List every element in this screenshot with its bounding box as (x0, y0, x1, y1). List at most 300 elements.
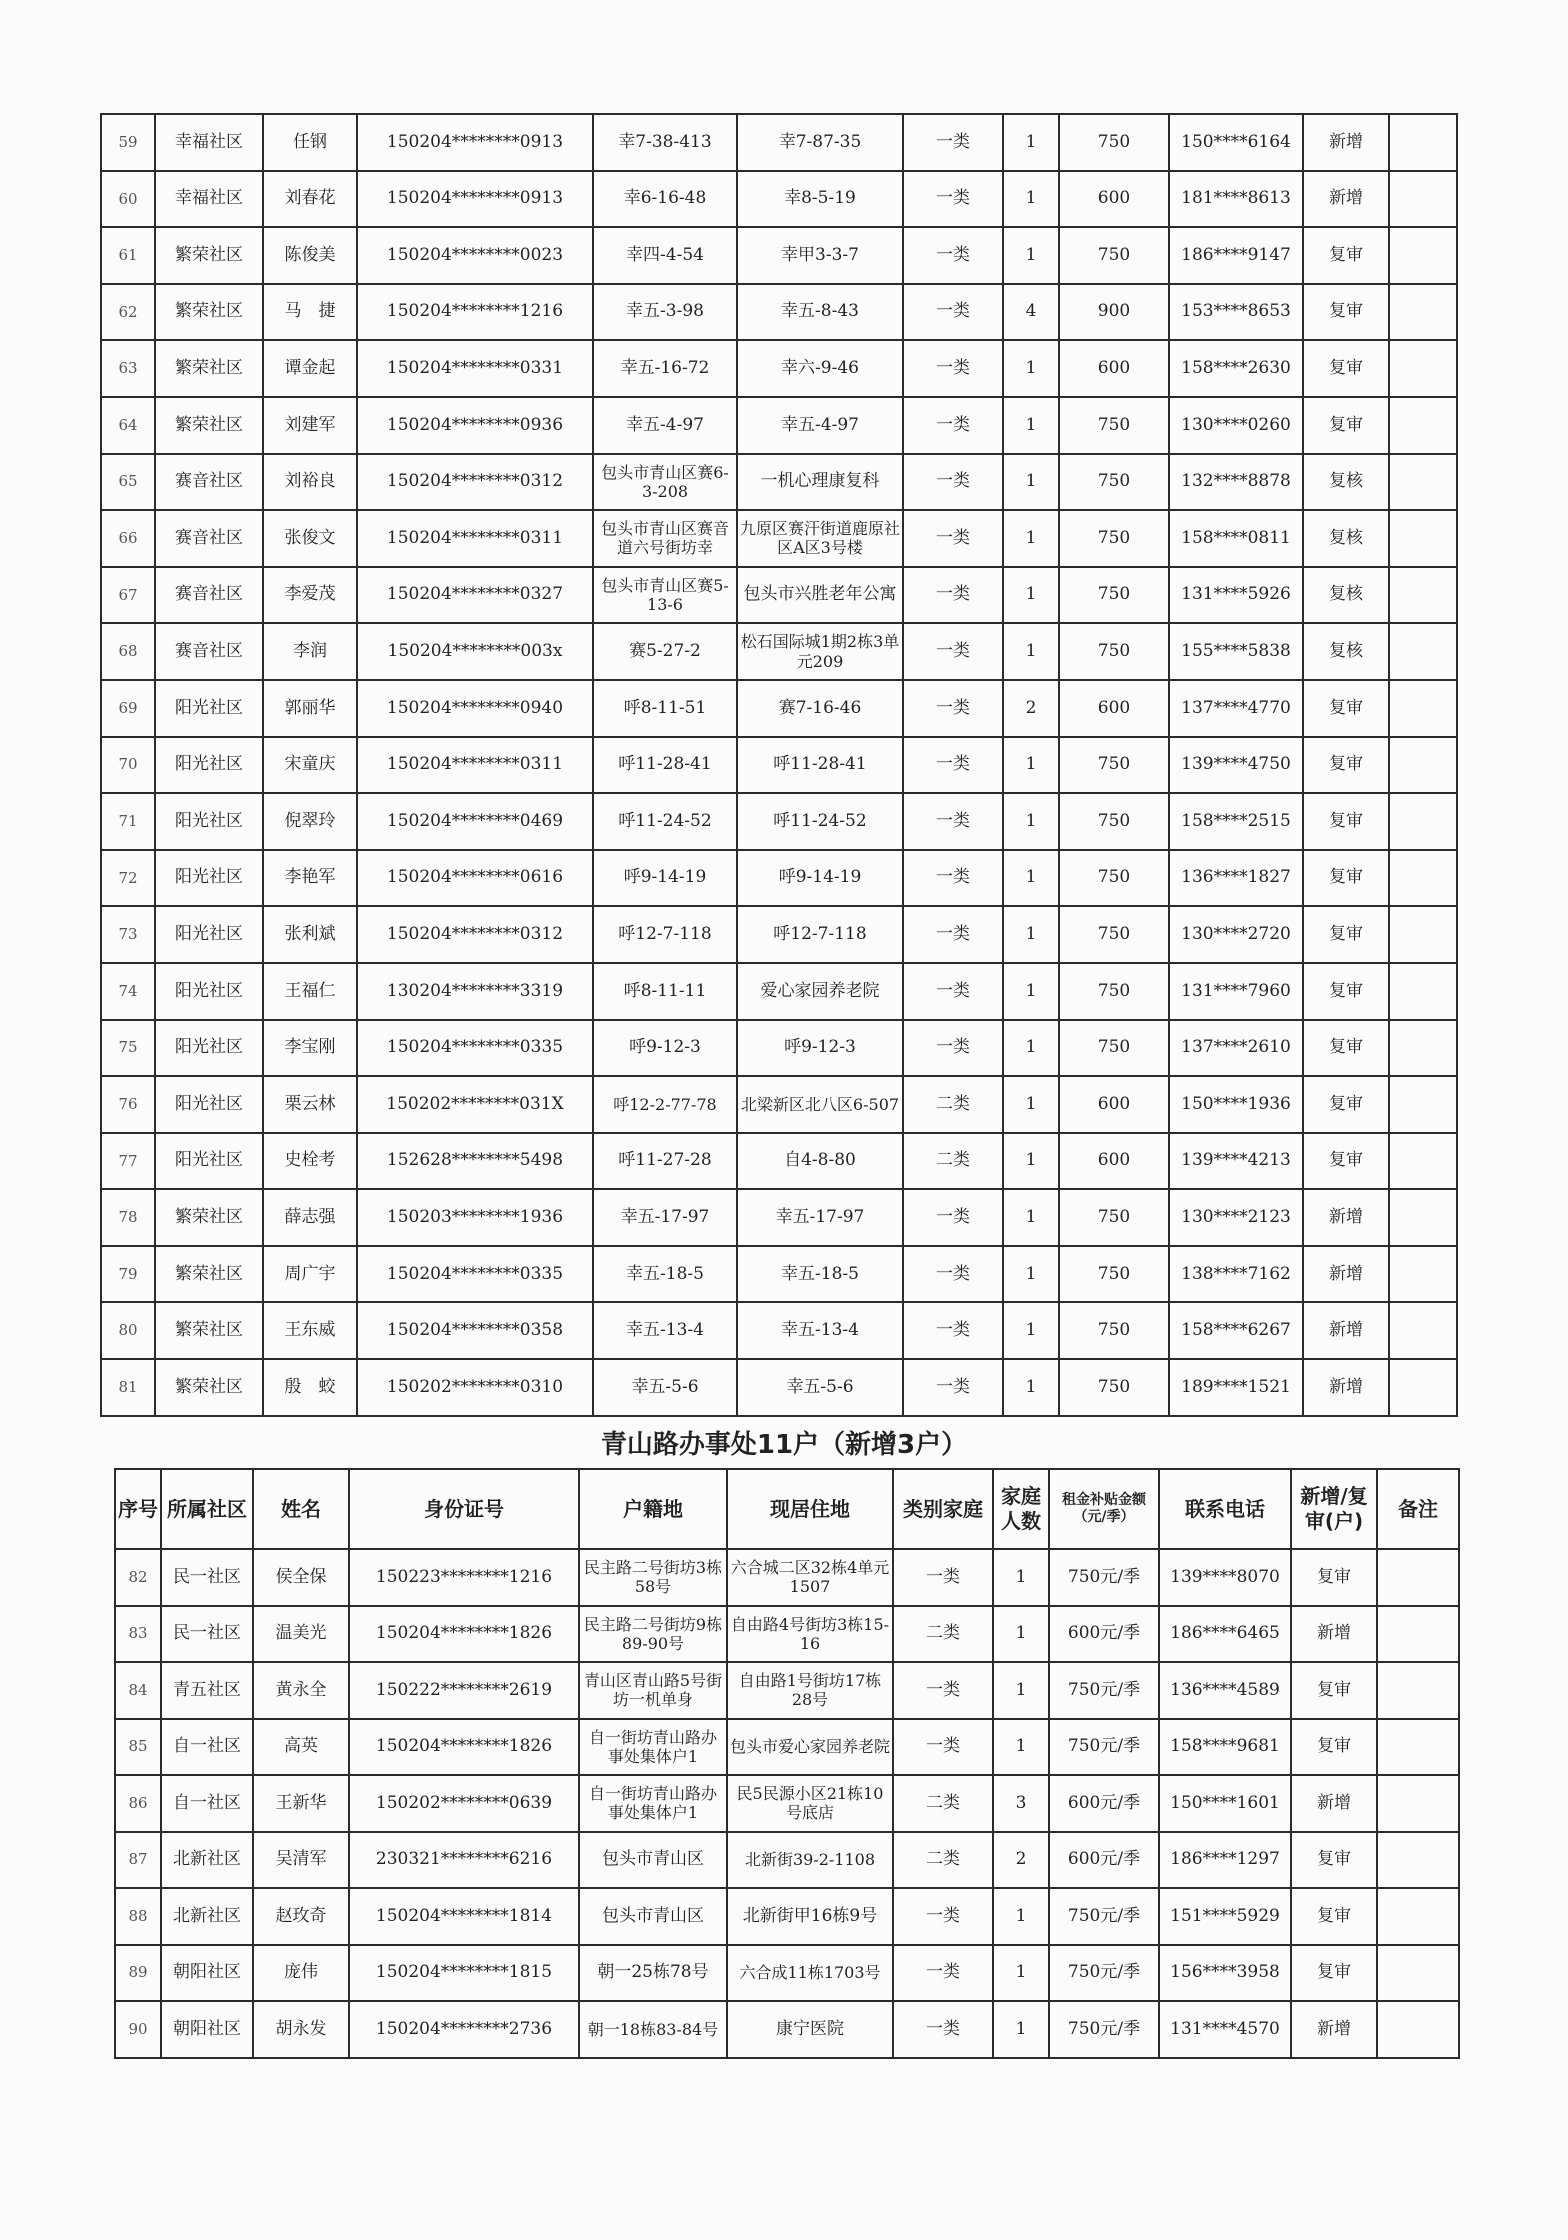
cell-community: 青五社区 (161, 1662, 253, 1719)
cell-name: 谭金起 (263, 340, 357, 397)
cell-status: 复审 (1303, 397, 1389, 454)
cell-family-category: 一类 (893, 1888, 993, 1945)
cell-current-address: 呼9-14-19 (737, 850, 903, 907)
cell-family-size: 1 (1003, 963, 1059, 1020)
cell-family-size: 1 (1003, 1246, 1059, 1303)
cell-remarks (1389, 1302, 1457, 1359)
cell-remarks (1389, 227, 1457, 284)
cell-registered-address: 自一街坊青山路办事处集体户1 (579, 1719, 727, 1776)
cell-id-number: 230321********6216 (349, 1832, 579, 1889)
cell-name: 赵玫奇 (253, 1888, 349, 1945)
cell-phone: 136****1827 (1169, 850, 1303, 907)
cell-registered-address: 朝一25栋78号 (579, 1945, 727, 2002)
cell-name: 胡永发 (253, 2001, 349, 2058)
cell-family-category: 一类 (903, 680, 1003, 737)
table-row (115, 2001, 1459, 2058)
cell-name: 侯全保 (253, 1549, 349, 1606)
cell-remarks (1389, 1246, 1457, 1303)
cell-community: 赛音社区 (155, 567, 263, 624)
cell-id-number: 150204********0913 (357, 171, 593, 228)
cell-family-category: 一类 (903, 171, 1003, 228)
cell-seq: 60 (101, 171, 155, 228)
cell-community: 阳光社区 (155, 1133, 263, 1190)
cell-remarks (1389, 963, 1457, 1020)
cell-family-size: 1 (1003, 1359, 1059, 1416)
table-row (115, 1719, 1459, 1776)
cell-remarks (1377, 1719, 1459, 1776)
cell-status: 复审 (1291, 1945, 1377, 2002)
cell-id-number: 150204********0469 (357, 793, 593, 850)
table-row (115, 1945, 1459, 2002)
cell-name: 李爱茂 (263, 567, 357, 624)
cell-family-category: 一类 (903, 284, 1003, 341)
cell-registered-address: 幸五-3-98 (593, 284, 737, 341)
cell-name: 庞伟 (253, 1945, 349, 2002)
cell-community: 阳光社区 (155, 1076, 263, 1133)
cell-name: 李宝刚 (263, 1020, 357, 1077)
cell-id-number: 150204********0331 (357, 340, 593, 397)
table-header-row (115, 1469, 1459, 1549)
cell-phone: 130****2123 (1169, 1189, 1303, 1246)
cell-remarks (1389, 737, 1457, 794)
cell-phone: 137****2610 (1169, 1020, 1303, 1077)
cell-registered-address: 自一街坊青山路办事处集体户1 (579, 1775, 727, 1832)
cell-family-size: 1 (1003, 850, 1059, 907)
cell-registered-address: 民主路二号街坊3栋58号 (579, 1549, 727, 1606)
cell-registered-address: 青山区青山路5号街坊一机单身 (579, 1662, 727, 1719)
cell-seq: 87 (115, 1832, 161, 1889)
cell-id-number: 152628********5498 (357, 1133, 593, 1190)
cell-phone: 131****4570 (1159, 2001, 1291, 2058)
cell-current-address: 赛7-16-46 (737, 680, 903, 737)
cell-family-size: 1 (1003, 906, 1059, 963)
cell-community: 阳光社区 (155, 963, 263, 1020)
cell-status: 新增 (1303, 1246, 1389, 1303)
cell-family-category: 一类 (893, 2001, 993, 2058)
cell-subsidy-amount: 600元/季 (1049, 1832, 1159, 1889)
cell-id-number: 150223********1216 (349, 1549, 579, 1606)
cell-family-category: 一类 (903, 114, 1003, 171)
cell-family-size: 1 (993, 1662, 1049, 1719)
cell-remarks (1389, 397, 1457, 454)
header-registered-address: 户籍地 (579, 1469, 727, 1549)
cell-seq: 83 (115, 1606, 161, 1663)
cell-remarks (1377, 1775, 1459, 1832)
cell-current-address: 幸五-18-5 (737, 1246, 903, 1303)
cell-seq: 74 (101, 963, 155, 1020)
cell-family-category: 一类 (893, 1549, 993, 1606)
cell-phone: 158****6267 (1169, 1302, 1303, 1359)
cell-current-address: 北新街甲16栋9号 (727, 1888, 893, 1945)
cell-remarks (1377, 1945, 1459, 2002)
cell-subsidy-amount: 600 (1059, 1133, 1169, 1190)
cell-name: 任钢 (263, 114, 357, 171)
cell-family-size: 1 (1003, 1133, 1059, 1190)
cell-remarks (1389, 171, 1457, 228)
cell-id-number: 150204********0936 (357, 397, 593, 454)
cell-family-size: 1 (993, 1719, 1049, 1776)
cell-subsidy-amount: 750 (1059, 1246, 1169, 1303)
cell-status: 新增 (1291, 1606, 1377, 1663)
cell-name: 刘裕良 (263, 454, 357, 511)
cell-family-category: 一类 (903, 340, 1003, 397)
cell-family-category: 一类 (903, 1359, 1003, 1416)
cell-phone: 137****4770 (1169, 680, 1303, 737)
subsidy-table-qingshanlu (114, 1468, 1460, 2059)
cell-registered-address: 幸五-16-72 (593, 340, 737, 397)
cell-phone: 139****4750 (1169, 737, 1303, 794)
table-row (101, 850, 1457, 907)
cell-community: 朝阳社区 (161, 1945, 253, 2002)
cell-family-size: 1 (993, 2001, 1049, 2058)
cell-status: 复审 (1291, 1888, 1377, 1945)
cell-remarks (1389, 850, 1457, 907)
cell-seq: 82 (115, 1549, 161, 1606)
cell-phone: 158****2515 (1169, 793, 1303, 850)
cell-id-number: 150222********2619 (349, 1662, 579, 1719)
cell-current-address: 自由路4号街坊3栋15-16 (727, 1606, 893, 1663)
header-phone: 联系电话 (1159, 1469, 1291, 1549)
table-row (115, 1888, 1459, 1945)
cell-phone: 186****9147 (1169, 227, 1303, 284)
cell-community: 民一社区 (161, 1606, 253, 1663)
cell-subsidy-amount: 750 (1059, 114, 1169, 171)
cell-phone: 131****7960 (1169, 963, 1303, 1020)
cell-remarks (1389, 284, 1457, 341)
cell-current-address: 呼12-7-118 (737, 906, 903, 963)
cell-subsidy-amount: 750 (1059, 454, 1169, 511)
cell-remarks (1389, 567, 1457, 624)
cell-current-address: 幸五-4-97 (737, 397, 903, 454)
cell-name: 刘春花 (263, 171, 357, 228)
cell-family-size: 1 (1003, 114, 1059, 171)
cell-community: 阳光社区 (155, 793, 263, 850)
cell-family-category: 一类 (903, 1246, 1003, 1303)
cell-status: 新增 (1303, 1302, 1389, 1359)
cell-subsidy-amount: 750 (1059, 1189, 1169, 1246)
table-row (101, 567, 1457, 624)
cell-registered-address: 幸6-16-48 (593, 171, 737, 228)
cell-name: 史栓考 (263, 1133, 357, 1190)
table-row (101, 284, 1457, 341)
cell-current-address: 幸六-9-46 (737, 340, 903, 397)
cell-family-category: 一类 (903, 454, 1003, 511)
cell-seq: 85 (115, 1719, 161, 1776)
cell-remarks (1389, 1076, 1457, 1133)
cell-family-size: 1 (1003, 1020, 1059, 1077)
cell-family-category: 一类 (903, 906, 1003, 963)
cell-registered-address: 呼12-7-118 (593, 906, 737, 963)
cell-name: 高英 (253, 1719, 349, 1776)
cell-seq: 78 (101, 1189, 155, 1246)
cell-status: 复审 (1303, 793, 1389, 850)
cell-community: 自一社区 (161, 1775, 253, 1832)
cell-subsidy-amount: 600 (1059, 171, 1169, 228)
table-row (115, 1662, 1459, 1719)
cell-name: 李艳军 (263, 850, 357, 907)
cell-registered-address: 呼8-11-51 (593, 680, 737, 737)
cell-id-number: 150204********003x (357, 623, 593, 680)
cell-current-address: 北梁新区北八区6-507 (737, 1076, 903, 1133)
cell-registered-address: 幸五-17-97 (593, 1189, 737, 1246)
cell-family-size: 1 (1003, 397, 1059, 454)
cell-id-number: 150204********0312 (357, 906, 593, 963)
cell-phone: 186****6465 (1159, 1606, 1291, 1663)
cell-community: 阳光社区 (155, 1020, 263, 1077)
cell-subsidy-amount: 750 (1059, 850, 1169, 907)
cell-family-size: 1 (993, 1945, 1049, 2002)
cell-phone: 130****2720 (1169, 906, 1303, 963)
cell-phone: 150****1601 (1159, 1775, 1291, 1832)
cell-remarks (1389, 510, 1457, 567)
table-row (101, 340, 1457, 397)
table-row (115, 1832, 1459, 1889)
cell-current-address: 六合成11栋1703号 (727, 1945, 893, 2002)
cell-registered-address: 包头市青山区赛6-3-208 (593, 454, 737, 511)
cell-subsidy-amount: 750元/季 (1049, 1719, 1159, 1776)
cell-subsidy-amount: 750元/季 (1049, 1549, 1159, 1606)
table-row (115, 1775, 1459, 1832)
cell-remarks (1389, 1133, 1457, 1190)
cell-family-category: 一类 (903, 227, 1003, 284)
cell-community: 繁荣社区 (155, 397, 263, 454)
cell-id-number: 130204********3319 (357, 963, 593, 1020)
cell-subsidy-amount: 750元/季 (1049, 1662, 1159, 1719)
cell-phone: 139****8070 (1159, 1549, 1291, 1606)
header-name: 姓名 (253, 1469, 349, 1549)
cell-family-size: 1 (1003, 171, 1059, 228)
cell-subsidy-amount: 750 (1059, 397, 1169, 454)
cell-seq: 79 (101, 1246, 155, 1303)
cell-registered-address: 呼11-28-41 (593, 737, 737, 794)
cell-family-size: 1 (1003, 510, 1059, 567)
section-title-qingshanlu: 青山路办事处11户（新增3户） (600, 1430, 968, 1460)
cell-subsidy-amount: 600元/季 (1049, 1606, 1159, 1663)
table-row (101, 1359, 1457, 1416)
cell-id-number: 150204********1826 (349, 1606, 579, 1663)
cell-status: 复审 (1303, 906, 1389, 963)
table-row (101, 114, 1457, 171)
cell-phone: 150****6164 (1169, 114, 1303, 171)
cell-status: 复审 (1303, 340, 1389, 397)
cell-seq: 73 (101, 906, 155, 963)
cell-phone: 189****1521 (1169, 1359, 1303, 1416)
cell-seq: 70 (101, 737, 155, 794)
cell-name: 王新华 (253, 1775, 349, 1832)
cell-remarks (1377, 1832, 1459, 1889)
header-id-number: 身份证号 (349, 1469, 579, 1549)
cell-community: 幸福社区 (155, 171, 263, 228)
cell-status: 复审 (1303, 284, 1389, 341)
cell-name: 陈俊美 (263, 227, 357, 284)
cell-community: 北新社区 (161, 1832, 253, 1889)
cell-subsidy-amount: 750 (1059, 793, 1169, 850)
cell-status: 复审 (1303, 227, 1389, 284)
cell-seq: 75 (101, 1020, 155, 1077)
cell-name: 吴清军 (253, 1832, 349, 1889)
cell-family-category: 一类 (893, 1945, 993, 2002)
cell-seq: 89 (115, 1945, 161, 2002)
cell-phone: 131****5926 (1169, 567, 1303, 624)
table-row (101, 963, 1457, 1020)
cell-family-category: 一类 (903, 963, 1003, 1020)
cell-id-number: 150204********1815 (349, 1945, 579, 2002)
cell-name: 宋童庆 (263, 737, 357, 794)
cell-family-category: 一类 (893, 1719, 993, 1776)
cell-name: 薛志强 (263, 1189, 357, 1246)
cell-name: 张俊文 (263, 510, 357, 567)
cell-name: 栗云林 (263, 1076, 357, 1133)
cell-seq: 86 (115, 1775, 161, 1832)
cell-family-category: 一类 (903, 850, 1003, 907)
cell-seq: 65 (101, 454, 155, 511)
table-row (101, 227, 1457, 284)
cell-current-address: 幸五-5-6 (737, 1359, 903, 1416)
cell-subsidy-amount: 600 (1059, 1076, 1169, 1133)
cell-seq: 77 (101, 1133, 155, 1190)
cell-seq: 68 (101, 623, 155, 680)
header-new-or-review: 新增/复审(户) (1291, 1469, 1377, 1549)
cell-family-size: 1 (1003, 623, 1059, 680)
cell-family-category: 一类 (903, 1302, 1003, 1359)
table-row (101, 906, 1457, 963)
cell-status: 新增 (1291, 1775, 1377, 1832)
cell-registered-address: 呼11-24-52 (593, 793, 737, 850)
cell-status: 复审 (1303, 680, 1389, 737)
cell-current-address: 包头市兴胜老年公寓 (737, 567, 903, 624)
cell-current-address: 自4-8-80 (737, 1133, 903, 1190)
cell-current-address: 一机心理康复科 (737, 454, 903, 511)
cell-id-number: 150204********0616 (357, 850, 593, 907)
cell-current-address: 幸8-5-19 (737, 171, 903, 228)
cell-community: 繁荣社区 (155, 227, 263, 284)
cell-id-number: 150204********0311 (357, 510, 593, 567)
cell-seq: 69 (101, 680, 155, 737)
cell-seq: 81 (101, 1359, 155, 1416)
cell-status: 复审 (1303, 1020, 1389, 1077)
cell-current-address: 幸五-8-43 (737, 284, 903, 341)
cell-id-number: 150204********1826 (349, 1719, 579, 1776)
cell-registered-address: 包头市青山区 (579, 1888, 727, 1945)
table-row (101, 1302, 1457, 1359)
cell-seq: 66 (101, 510, 155, 567)
header-seq: 序号 (115, 1469, 161, 1549)
cell-family-size: 1 (1003, 454, 1059, 511)
cell-phone: 158****2630 (1169, 340, 1303, 397)
cell-seq: 90 (115, 2001, 161, 2058)
cell-phone: 158****0811 (1169, 510, 1303, 567)
cell-family-size: 1 (1003, 567, 1059, 624)
cell-family-category: 二类 (893, 1775, 993, 1832)
cell-family-category: 二类 (893, 1606, 993, 1663)
cell-remarks (1389, 906, 1457, 963)
cell-name: 温美光 (253, 1606, 349, 1663)
cell-remarks (1389, 454, 1457, 511)
cell-community: 朝阳社区 (161, 2001, 253, 2058)
cell-phone: 155****5838 (1169, 623, 1303, 680)
cell-subsidy-amount: 750 (1059, 567, 1169, 624)
cell-registered-address: 朝一18栋83-84号 (579, 2001, 727, 2058)
cell-community: 赛音社区 (155, 510, 263, 567)
table-row (101, 454, 1457, 511)
cell-registered-address: 呼8-11-11 (593, 963, 737, 1020)
cell-seq: 62 (101, 284, 155, 341)
cell-id-number: 150202********0639 (349, 1775, 579, 1832)
cell-family-category: 一类 (903, 737, 1003, 794)
cell-current-address: 爱心家园养老院 (737, 963, 903, 1020)
cell-id-number: 150204********0335 (357, 1246, 593, 1303)
cell-phone: 130****0260 (1169, 397, 1303, 454)
header-family-category: 类别家庭 (893, 1469, 993, 1549)
cell-current-address: 幸五-13-4 (737, 1302, 903, 1359)
cell-family-category: 一类 (903, 623, 1003, 680)
cell-remarks (1389, 623, 1457, 680)
cell-name: 黄永全 (253, 1662, 349, 1719)
cell-subsidy-amount: 750 (1059, 510, 1169, 567)
cell-status: 复审 (1291, 1832, 1377, 1889)
cell-family-category: 一类 (893, 1662, 993, 1719)
cell-status: 复审 (1303, 737, 1389, 794)
cell-name: 郭丽华 (263, 680, 357, 737)
cell-id-number: 150202********031X (357, 1076, 593, 1133)
cell-current-address: 幸五-17-97 (737, 1189, 903, 1246)
cell-status: 复审 (1303, 963, 1389, 1020)
cell-subsidy-amount: 600元/季 (1049, 1775, 1159, 1832)
cell-id-number: 150204********0312 (357, 454, 593, 511)
cell-remarks (1389, 1359, 1457, 1416)
cell-status: 复核 (1303, 623, 1389, 680)
cell-name: 王福仁 (263, 963, 357, 1020)
header-community: 所属社区 (161, 1469, 253, 1549)
subsidy-table-part1 (100, 113, 1458, 1417)
cell-remarks (1377, 2001, 1459, 2058)
cell-family-size: 1 (993, 1606, 1049, 1663)
cell-family-category: 一类 (903, 1020, 1003, 1077)
cell-status: 复核 (1303, 454, 1389, 511)
cell-subsidy-amount: 750 (1059, 737, 1169, 794)
cell-subsidy-amount: 750 (1059, 227, 1169, 284)
cell-remarks (1377, 1888, 1459, 1945)
cell-family-size: 1 (1003, 737, 1059, 794)
cell-registered-address: 幸7-38-413 (593, 114, 737, 171)
table-row (101, 171, 1457, 228)
cell-current-address: 幸甲3-3-7 (737, 227, 903, 284)
cell-phone: 151****5929 (1159, 1888, 1291, 1945)
cell-family-category: 二类 (903, 1133, 1003, 1190)
cell-subsidy-amount: 600 (1059, 340, 1169, 397)
header-current-address: 现居住地 (727, 1469, 893, 1549)
cell-status: 复审 (1303, 1076, 1389, 1133)
cell-status: 复审 (1291, 1719, 1377, 1776)
cell-current-address: 松石国际城1期2栋3单元209 (737, 623, 903, 680)
cell-family-size: 3 (993, 1775, 1049, 1832)
cell-status: 新增 (1303, 1359, 1389, 1416)
cell-family-category: 一类 (903, 793, 1003, 850)
cell-registered-address: 赛5-27-2 (593, 623, 737, 680)
cell-seq: 72 (101, 850, 155, 907)
cell-status: 新增 (1303, 1189, 1389, 1246)
cell-seq: 64 (101, 397, 155, 454)
cell-current-address: 北新街39-2-1108 (727, 1832, 893, 1889)
cell-current-address: 呼9-12-3 (737, 1020, 903, 1077)
cell-current-address: 包头市爱心家园养老院 (727, 1719, 893, 1776)
cell-id-number: 150203********1936 (357, 1189, 593, 1246)
cell-registered-address: 幸四-4-54 (593, 227, 737, 284)
cell-name: 周广宇 (263, 1246, 357, 1303)
cell-family-size: 1 (1003, 227, 1059, 284)
cell-family-size: 2 (993, 1832, 1049, 1889)
cell-status: 复审 (1291, 1662, 1377, 1719)
